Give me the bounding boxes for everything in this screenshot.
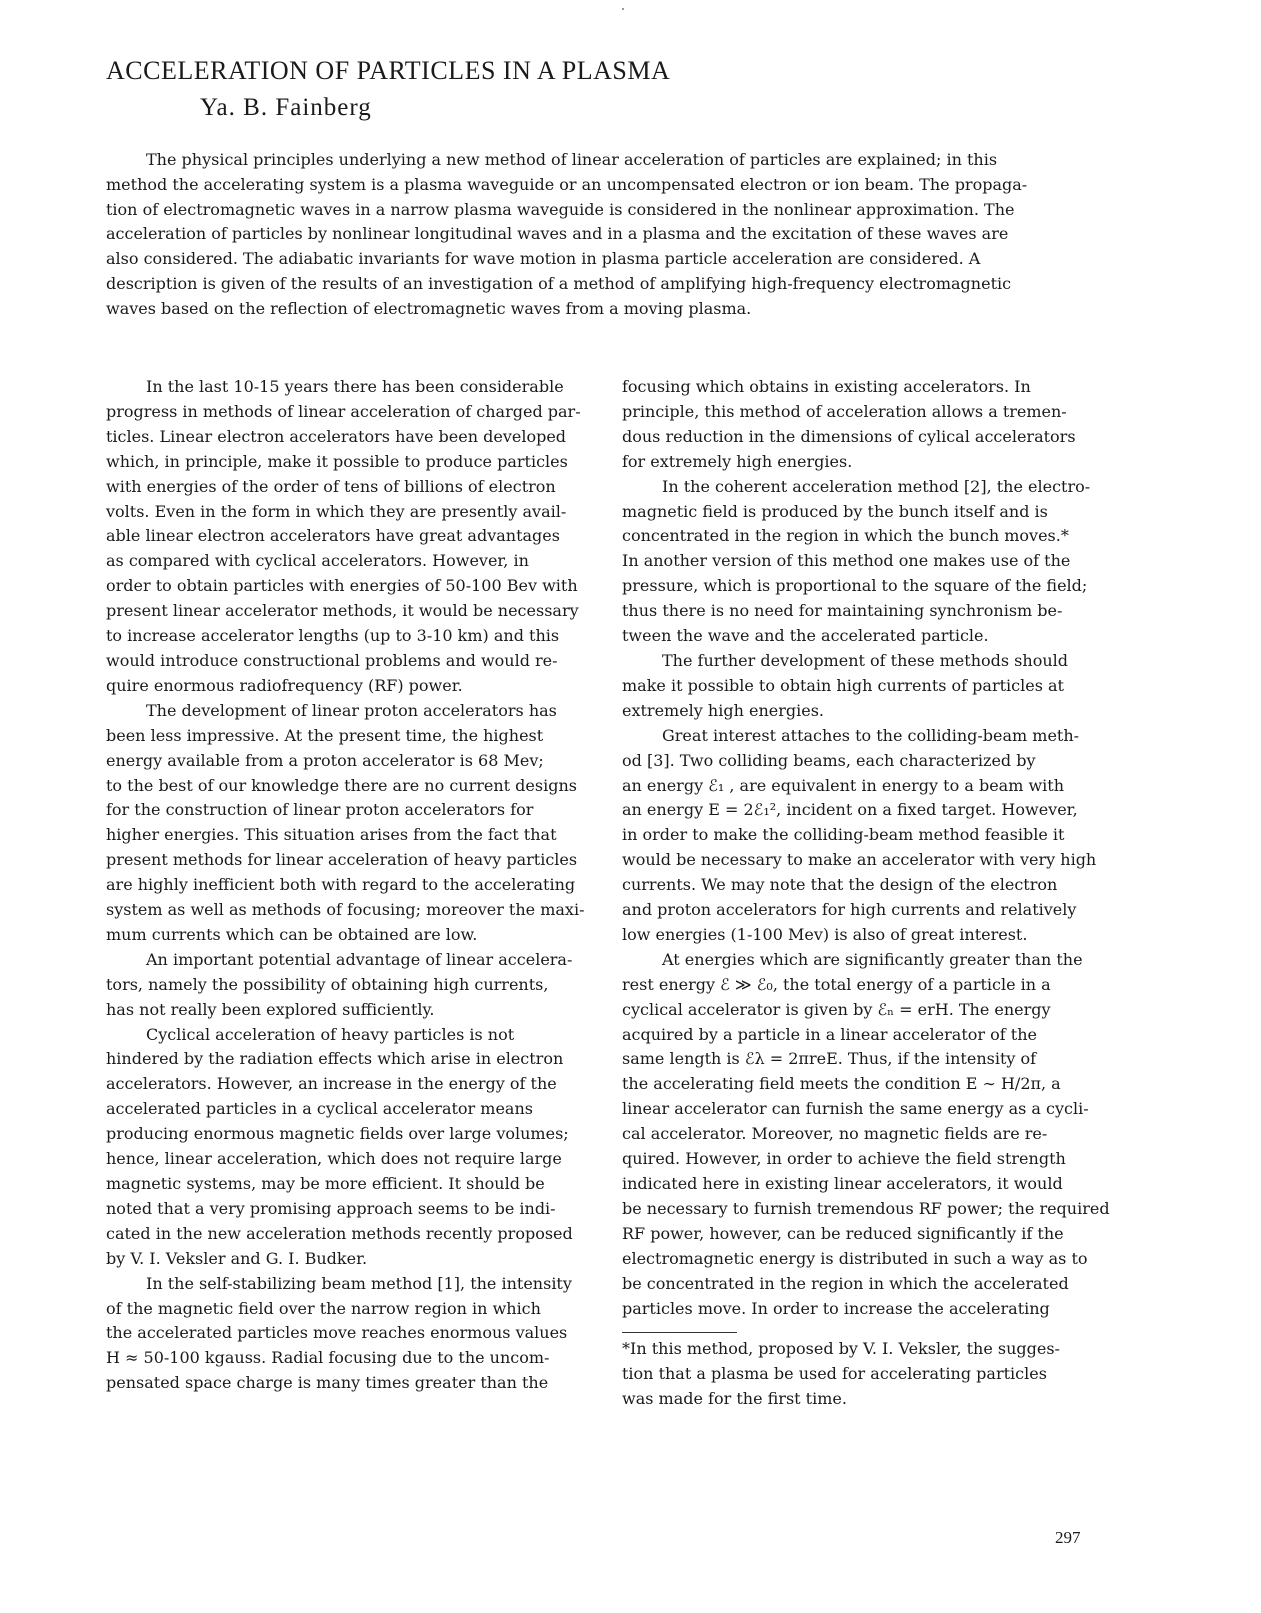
scan-speck (622, 8, 624, 10)
text-line: quired. However, in order to achieve the field strength (622, 1149, 1066, 1169)
text-line: present methods for linear acceleration of heavy particles (106, 850, 578, 870)
abstract-line: tion of electromagnetic waves in a narrow plasma waveguide is considered in the nonlinear approximation. The (106, 199, 1015, 219)
text-line: accelerated particles in a cyclical accelerator means (106, 1099, 533, 1119)
text-line: ticles. Linear electron accelerators have been developed (106, 426, 567, 446)
footnote-line: tion that a plasma be used for accelerating particles (622, 1363, 1047, 1383)
abstract-line: The physical principles underlying a new method of linear acceleration of particles are explained; in this (146, 150, 998, 169)
text-line: hindered by the radiation effects which arise in electron (106, 1049, 564, 1069)
abstract-line: description is given of the results of an investigation of a method of amplifying high-frequency electromagnetic (106, 273, 1012, 293)
footnote (622, 1337, 1102, 1412)
text-line: thus there is no need for maintaining synchronism be- (622, 601, 1063, 621)
abstract-line: method the accelerating system is a plasma waveguide or an uncompensated electron or ion beam. The propaga- (106, 174, 1028, 194)
text-line: electromagnetic energy is distributed in such a way as to (622, 1248, 1088, 1268)
text-line: extremely high energies. (622, 700, 824, 720)
text-line: focusing which obtains in existing accelerators. In (622, 377, 1031, 396)
text-line: are highly inefficient both with regard to the accelerating (106, 875, 576, 895)
text-line: to the best of our knowledge there are no current designs (106, 775, 577, 795)
text-line: progress in methods of linear acceleration of charged par- (106, 401, 581, 421)
text-line: same length is ℰλ = 2πreE. Thus, if the intensity of (622, 1049, 1037, 1069)
text-line: for extremely high energies. (622, 451, 853, 471)
author-name: Ya. B. Fainberg (200, 94, 372, 121)
text-line: particles move. In order to increase the accelerating (622, 1298, 1050, 1318)
text-line: be necessary to furnish tremendous RF power; the required (622, 1198, 1110, 1218)
text-line: At energies which are significantly greater than the (662, 949, 1083, 969)
text-line: indicated here in existing linear accelerators, it would (622, 1174, 1063, 1193)
text-line: The development of linear proton accelerators has (146, 700, 557, 720)
text-line: by V. I. Veksler and G. I. Budker. (106, 1248, 368, 1268)
text-line: order to obtain particles with energies of 50-100 Bev with (106, 576, 578, 596)
text-line: as compared with cyclical accelerators. However, in (106, 551, 529, 571)
text-line: Great interest attaches to the colliding-beam meth- (662, 725, 1080, 745)
text-line: the accelerated particles move reaches enormous values (106, 1323, 568, 1343)
footnote-divider (622, 1332, 737, 1333)
text-line: concentrated in the region in which the bunch moves.* (622, 526, 1069, 546)
left-column (106, 375, 606, 1396)
text-line: to increase accelerator lengths (up to 3-10 km) and this (106, 626, 560, 646)
text-line: principle, this method of acceleration allows a tremen- (622, 401, 1067, 421)
footnote-line: was made for the first time. (622, 1388, 847, 1408)
text-line: noted that a very promising approach seems to be indi- (106, 1198, 556, 1218)
text-line: In the self-stabilizing beam method [1], the intensity (146, 1273, 572, 1293)
text-line: volts. Even in the form in which they are presently avail- (106, 501, 567, 521)
footnote-line: *In this method, proposed by V. I. Veksler, the sugges- (622, 1339, 1060, 1358)
paper-title: ACCELERATION OF PARTICLES IN A PLASMA (106, 56, 671, 85)
text-line: cyclical accelerator is given by ℰₙ = erH. The energy (622, 999, 1051, 1019)
text-line: tween the wave and the accelerated particle. (622, 626, 989, 646)
abstract-line: also considered. The adiabatic invariants for wave motion in plasma particle acceleration are considered. A (106, 249, 981, 269)
text-line: acquired by a particle in a linear accelerator of the (622, 1024, 1037, 1044)
text-line: for the construction of linear proton accelerators for (106, 800, 534, 820)
text-line: Cyclical acceleration of heavy particles is not (146, 1024, 515, 1044)
text-line: an energy E = 2ℰ₁², incident on a fixed target. However, (622, 800, 1078, 820)
text-line: In the coherent acceleration method [2], the electro- (662, 476, 1091, 496)
text-line: with energies of the order of tens of billions of electron (106, 476, 556, 496)
text-line: od [3]. Two colliding beams, each characterized by (622, 750, 1036, 770)
text-line: In another version of this method one makes use of the (622, 551, 1071, 571)
text-line: quire enormous radiofrequency (RF) power. (106, 675, 463, 695)
text-line: and proton accelerators for high currents and relatively (622, 900, 1077, 920)
abstract-line: waves based on the reflection of electromagnetic waves from a moving plasma. (106, 298, 752, 318)
text-line: has not really been explored sufficiently. (106, 999, 435, 1019)
text-line: The further development of these methods should (662, 650, 1068, 670)
text-line: accelerators. However, an increase in the energy of the (106, 1074, 557, 1094)
right-column (622, 375, 1122, 1321)
text-line: An important potential advantage of linear accelera- (146, 949, 573, 969)
text-line: In the last 10-15 years there has been considerable (146, 377, 564, 396)
text-line: in order to make the colliding-beam method feasible it (622, 825, 1065, 845)
text-line: producing enormous magnetic fields over large volumes; (106, 1124, 569, 1144)
text-line: an energy ℰ₁ , are equivalent in energy to a beam with (622, 775, 1064, 795)
text-line: which, in principle, make it possible to produce particles (106, 451, 568, 471)
text-line: linear accelerator can furnish the same energy as a cycli- (622, 1099, 1089, 1119)
text-line: pensated space charge is many times greater than the (106, 1373, 549, 1393)
abstract (106, 148, 1056, 322)
text-line: present linear accelerator methods, it would be necessary (106, 601, 579, 621)
text-line: been less impressive. At the present time, the highest (106, 725, 544, 745)
text-line: system as well as methods of focusing; moreover the maxi- (106, 900, 585, 920)
text-line: cated in the new acceleration methods recently proposed (106, 1223, 573, 1243)
text-line: tors, namely the possibility of obtaining high currents, (106, 974, 549, 994)
text-line: pressure, which is proportional to the square of the field; (622, 576, 1088, 596)
text-line: rest energy ℰ ≫ ℰ₀, the total energy of a particle in a (622, 974, 1051, 994)
text-line: magnetic field is produced by the bunch itself and is (622, 501, 1048, 521)
text-line: be concentrated in the region in which the accelerated (622, 1273, 1069, 1293)
abstract-line: acceleration of particles by nonlinear longitudinal waves and in a plasma and the excitation of these waves are (106, 224, 1009, 244)
text-line: dous reduction in the dimensions of cylical accelerators (622, 426, 1076, 446)
text-line: H ≈ 50-100 kgauss. Radial focusing due to the uncom- (106, 1348, 550, 1368)
text-line: of the magnetic field over the narrow region in which (106, 1298, 541, 1318)
text-line: energy available from a proton accelerator is 68 Mev; (106, 750, 544, 770)
text-line: able linear electron accelerators have great advantages (106, 526, 560, 546)
text-line: mum currents which can be obtained are low. (106, 924, 478, 944)
text-line: magnetic systems, may be more efficient. It should be (106, 1174, 545, 1193)
page-number: 297 (1055, 1528, 1081, 1547)
text-line: currents. We may note that the design of the electron (622, 875, 1058, 895)
text-line: RF power, however, can be reduced significantly if the (622, 1223, 1064, 1243)
text-line: higher energies. This situation arises from the fact that (106, 825, 557, 845)
text-line: hence, linear acceleration, which does not require large (106, 1149, 562, 1169)
text-line: make it possible to obtain high currents of particles at (622, 675, 1064, 695)
text-line: would be necessary to make an accelerator with very high (622, 850, 1097, 870)
text-line: the accelerating field meets the condition E ∼ H/2π, a (622, 1074, 1061, 1094)
text-line: cal accelerator. Moreover, no magnetic fields are re- (622, 1124, 1048, 1144)
text-line: would introduce constructional problems and would re- (106, 650, 558, 670)
text-line: low energies (1-100 Mev) is also of great interest. (622, 924, 1028, 944)
